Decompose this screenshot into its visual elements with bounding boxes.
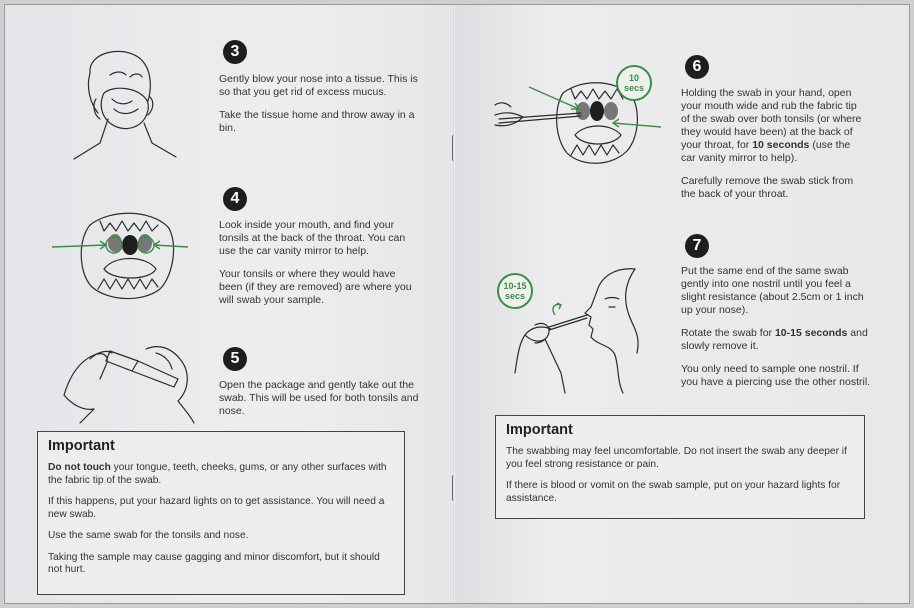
open-mouth-tonsils-illustration	[50, 205, 190, 310]
timer-value: 10-15	[503, 281, 527, 291]
step-paragraph: Open the package and gently take out the swab. This will be used for both tonsils and nose.	[219, 379, 419, 417]
step-text: Holding the swab in your hand, open your mouth wide and rub the fabric tip of the swab over both tonsils (or where they would have been) at the back of your throat, for	[681, 87, 862, 151]
open-package-hands-illustration	[60, 335, 200, 430]
step-paragraph: Carefully remove the swab stick from the back of your throat.	[681, 175, 854, 200]
step-3-instructions	[219, 73, 419, 145]
step-5-instructions	[219, 379, 419, 428]
important-paragraph	[48, 462, 394, 487]
step-4-instructions	[219, 219, 419, 317]
timer-value: 10	[628, 73, 639, 83]
left-page	[5, 5, 455, 603]
important-notice-box	[495, 415, 865, 519]
step-text: (use the car vanity mirror to help).	[681, 139, 851, 164]
step-paragraph: Put the same end of the same swab gently into one nostril until you feel a slight resistance (about 2.5cm or 1 inch up your nose).	[681, 265, 864, 316]
step-paragraph: Take the tissue home and throw away in a bin.	[219, 109, 415, 134]
booklet-spread	[4, 4, 910, 604]
important-paragraph: If this happens, put your hazard lights on to get assistance. You will need a new swab.	[48, 496, 385, 520]
important-text: your tongue, teeth, cheeks, gums, or any other surfaces with the fabric tip of the swab.	[48, 462, 387, 486]
step-bold-text: 10-15 seconds	[774, 327, 848, 339]
step-6-instructions	[681, 87, 867, 211]
step-7-instructions	[681, 265, 871, 399]
important-paragraph: If there is blood or vomit on the swab sample, put on your hazard lights for assistance.	[506, 480, 841, 504]
important-paragraph: Use the same swab for the tonsils and nose.	[48, 530, 249, 541]
step-paragraph	[681, 327, 871, 353]
important-notice-box	[37, 431, 405, 595]
step-text: and slowly remove it.	[681, 327, 868, 352]
blow-nose-illustration	[60, 43, 180, 166]
step-number-badge: 5	[223, 347, 247, 371]
step-number-badge: 7	[685, 234, 709, 258]
timer-badge	[497, 273, 533, 309]
step-number-badge: 4	[223, 187, 247, 211]
timer-unit: secs	[623, 83, 645, 93]
important-bold-text: Do not touch	[48, 462, 111, 473]
important-heading: Important	[48, 438, 115, 454]
step-text: Rotate the swab for	[681, 327, 775, 339]
right-page	[455, 5, 909, 603]
timer-unit: secs	[504, 291, 526, 301]
step-number-badge: 3	[223, 40, 247, 64]
important-paragraph: Taking the sample may cause gagging and minor discomfort, but it should not hurt.	[48, 551, 380, 575]
step-paragraph: Gently blow your nose into a tissue. This is so that you get rid of excess mucus.	[219, 73, 418, 98]
step-paragraph: Your tonsils or where they would have been (if they are removed) are where you will swab your sample.	[219, 268, 412, 306]
important-heading: Important	[506, 422, 573, 438]
step-paragraph	[681, 87, 867, 165]
step-bold-text: 10 seconds	[752, 139, 810, 151]
timer-badge	[616, 65, 652, 101]
step-number-badge: 6	[685, 55, 709, 79]
important-paragraph: The swabbing may feel uncomfortable. Do not insert the swab any deeper if you feel strong resistance or pain.	[506, 446, 847, 470]
step-paragraph: You only need to sample one nostril. If you have a piercing use the other nostril.	[681, 363, 871, 388]
step-paragraph: Look inside your mouth, and find your tonsils at the back of the throat. You can use the car vanity mirror to help.	[219, 219, 406, 257]
